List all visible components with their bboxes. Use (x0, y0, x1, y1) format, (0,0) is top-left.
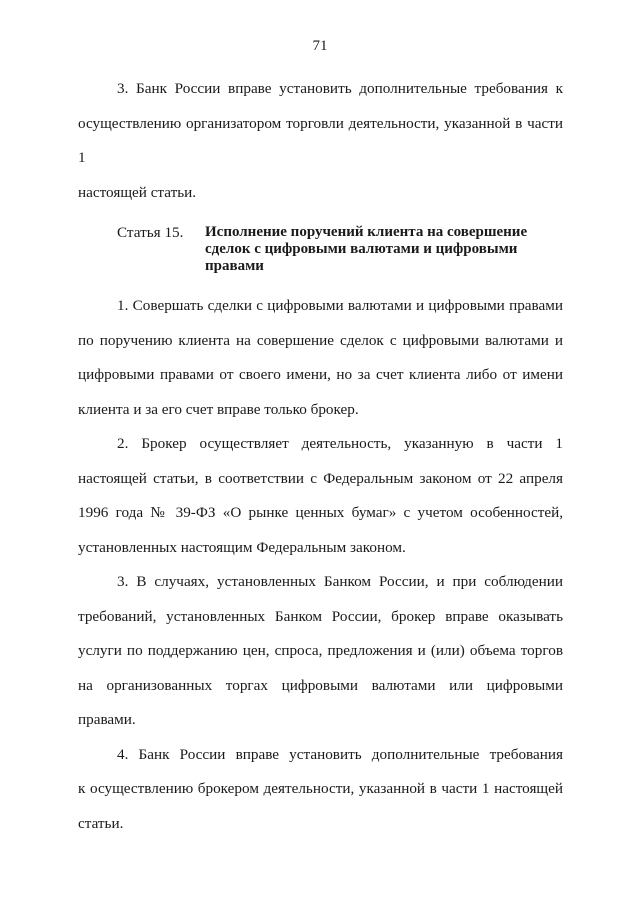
article-label: Статья 15. (117, 224, 184, 241)
paragraph-line: по поручению клиента на совершение сделок с цифровыми валютами и (78, 331, 563, 349)
paragraph-line: настоящей статьи. (78, 183, 197, 201)
article-title-line: правами (205, 258, 264, 274)
paragraph-4 (78, 738, 563, 842)
paragraph-line: 3. Банк России вправе установить дополнительные требования к (117, 80, 563, 97)
article-title (205, 224, 563, 275)
paragraph-line: 4. Банк России вправе установить дополнительные требования (117, 745, 563, 763)
article-title-line: сделок с цифровыми валютами и цифровыми (205, 241, 518, 257)
paragraph-line: цифровыми правами от своего имени, но за счет клиента либо от имени (78, 366, 563, 383)
paragraph-line: на организованных торгах цифровыми валютами или цифровыми правами. (78, 676, 563, 728)
page-number: 71 (312, 38, 328, 54)
intro-paragraph (78, 72, 563, 210)
paragraph-line: 1996 года № 39-ФЗ «О рынке ценных бумаг» с учетом особенностей, (78, 504, 563, 521)
paragraph-1 (78, 289, 563, 427)
article-title-line: Исполнение поручений клиента на совершение (205, 224, 528, 240)
paragraph-line: установленных настоящим Федеральным законом. (78, 538, 406, 556)
paragraph-line: 1. Совершать сделки с цифровыми валютами и цифровыми правами (117, 297, 563, 314)
paragraph-line: статьи. (78, 814, 124, 832)
paragraph-line: 3. В случаях, установленных Банком России, и при соблюдении (117, 573, 563, 590)
document-body (78, 72, 563, 841)
article-heading (78, 224, 563, 275)
paragraph-line: требований, установленных Банком России, брокер вправе оказывать (78, 607, 563, 625)
paragraph-line: клиента и за его счет вправе только брокер. (78, 400, 359, 418)
paragraph-line: услуги по поддержанию цен, спроса, предложения и (или) объема торгов (78, 642, 563, 659)
paragraph-line: к осуществлению брокером деятельности, указанной в части 1 настоящей (78, 780, 563, 797)
paragraph-line: 2. Брокер осуществляет деятельность, указанную в части 1 (117, 435, 563, 452)
paragraph-2 (78, 427, 563, 565)
paragraph-line: настоящей статьи, в соответствии с Федеральным законом от 22 апреля (78, 469, 563, 487)
paragraph-3 (78, 565, 563, 738)
paragraph-line: осуществлению организатором торговли деятельности, указанной в части 1 (78, 114, 563, 166)
